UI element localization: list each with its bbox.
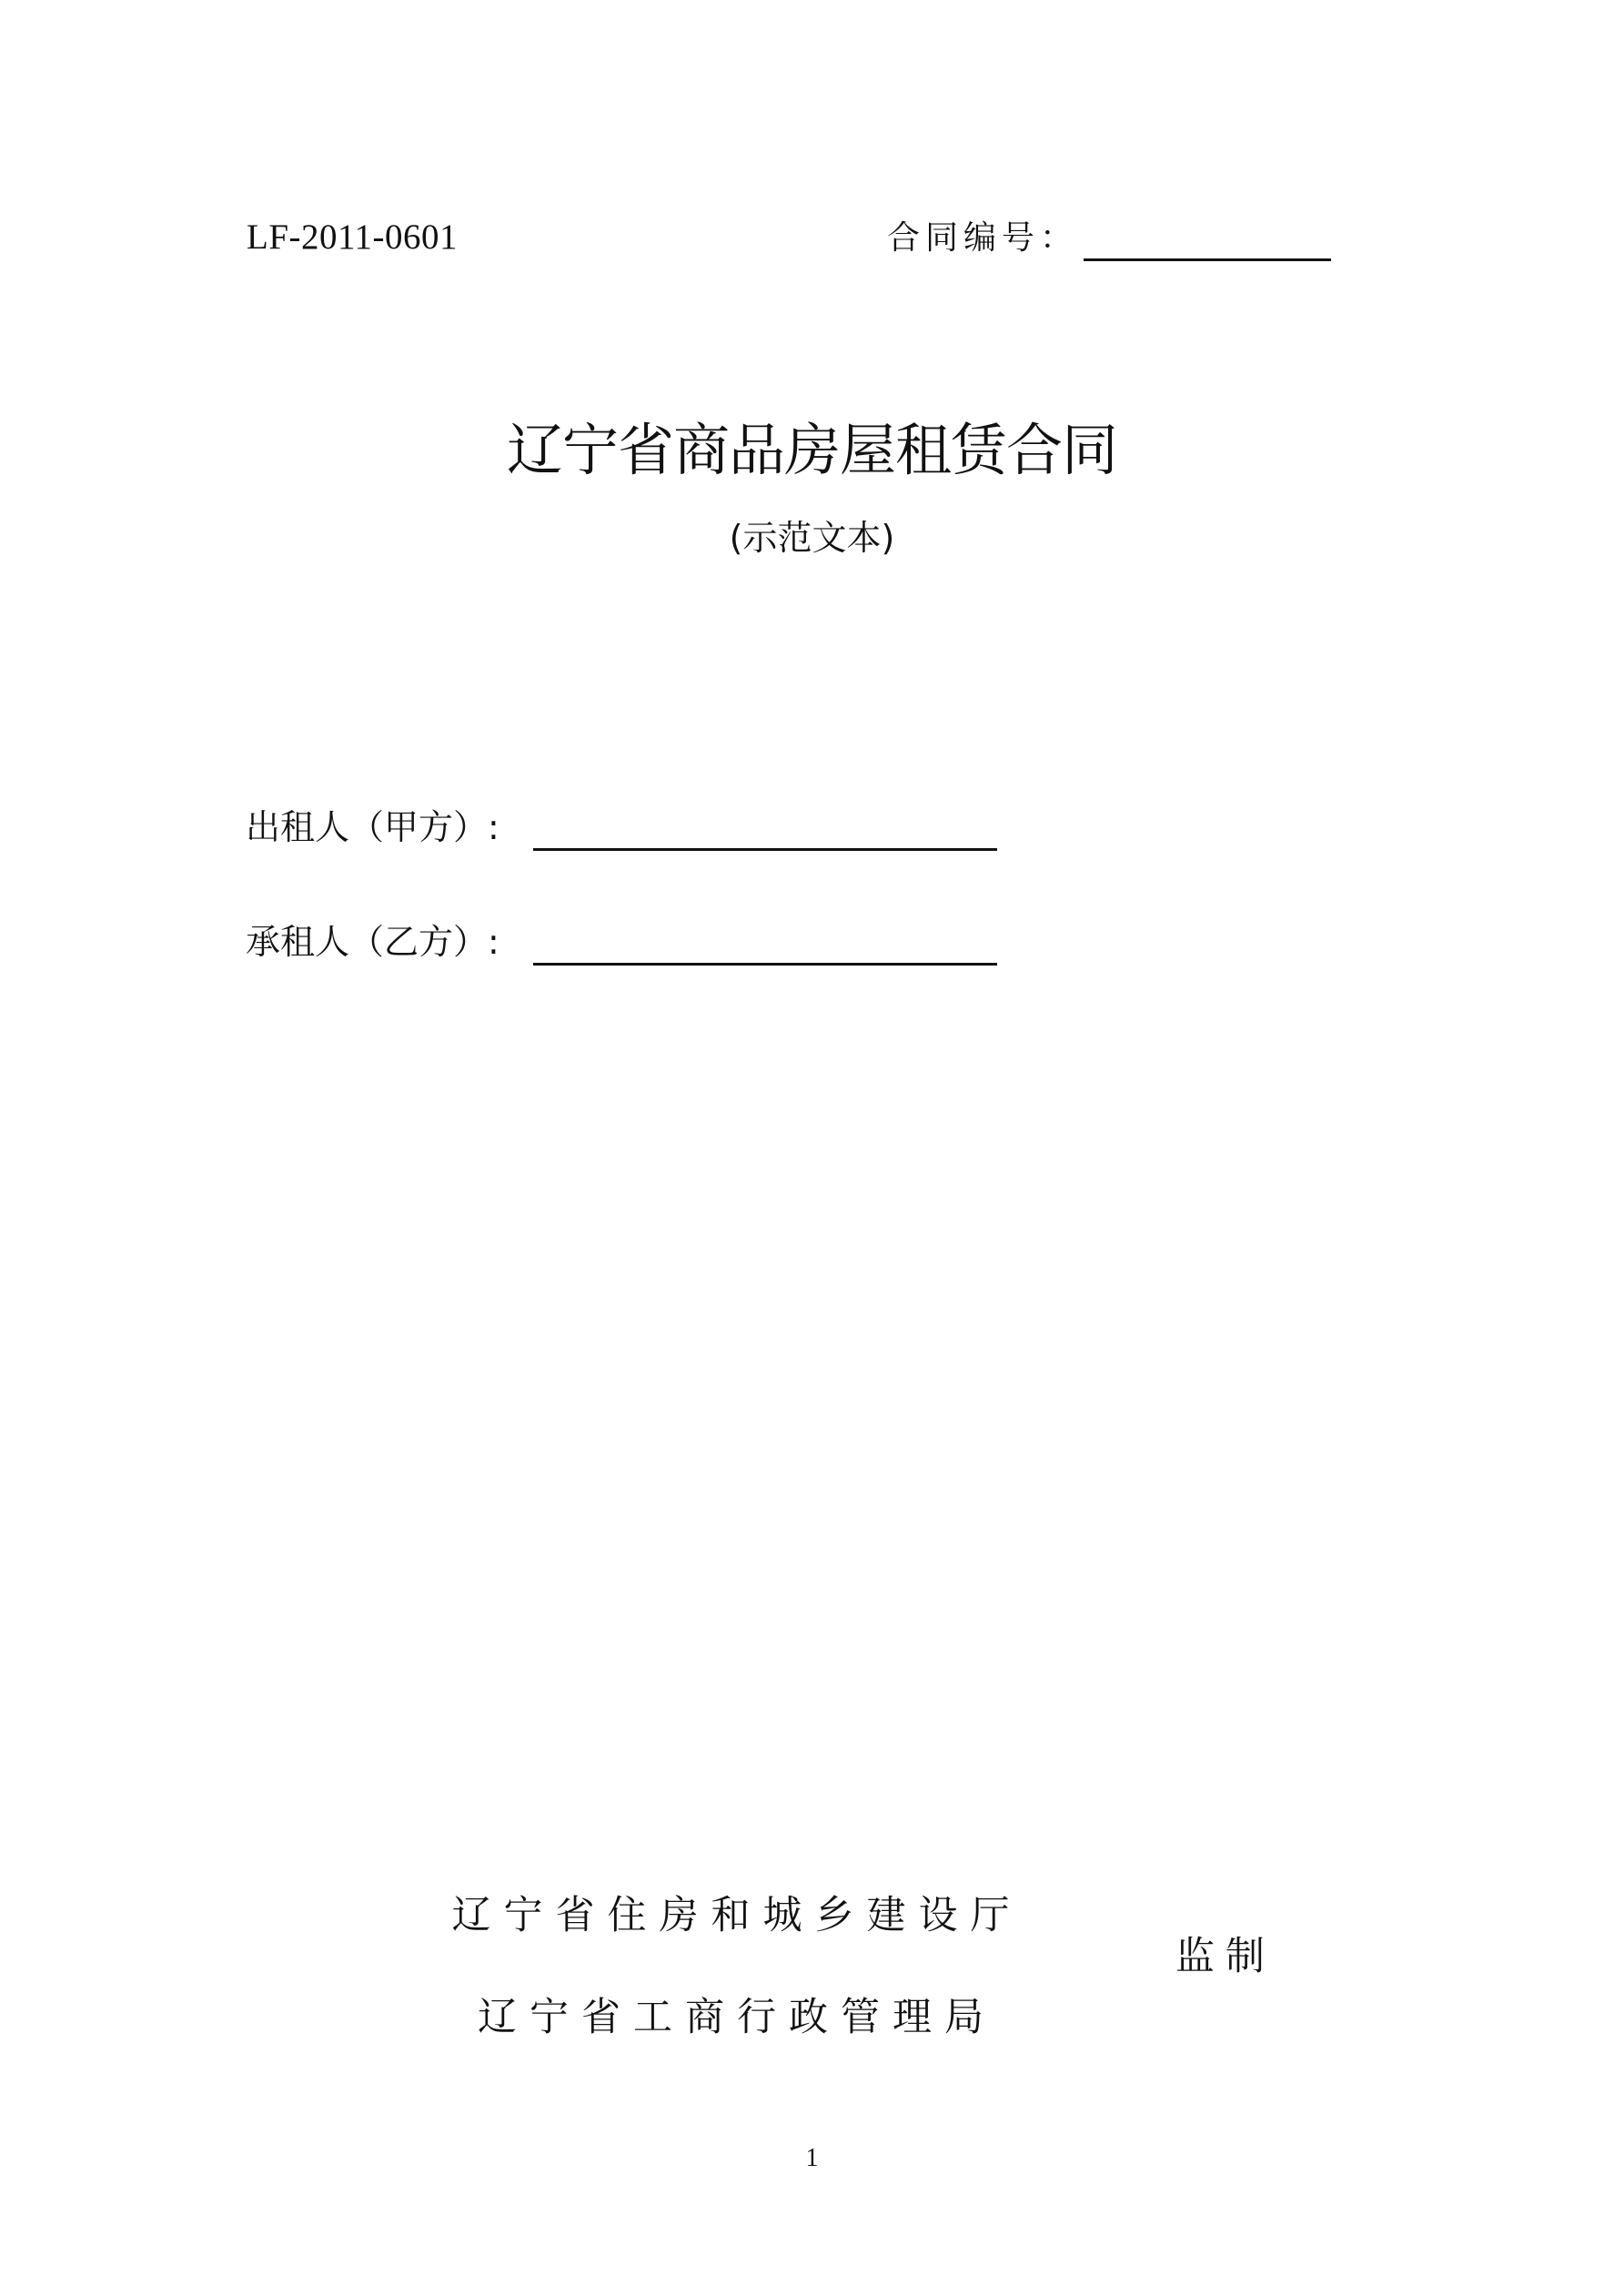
contract-number	[887, 215, 1331, 261]
issuing-authorities	[419, 1884, 1055, 2049]
issuer-commerce-bureau: 辽宁省工商行政管理局	[478, 1995, 996, 2040]
lessor-row	[246, 801, 997, 853]
document-title: 辽宁省商品房屋租赁合同	[506, 417, 1117, 483]
document-subtitle: (示范文本)	[729, 518, 895, 558]
form-code: LF-2011-0601	[247, 217, 459, 257]
lessee-blank	[533, 915, 997, 966]
supervise-label: 监制	[1175, 1934, 1276, 1979]
issuer-housing-department: 辽宁省住房和城乡建设厅	[451, 1893, 1023, 1938]
lessee-row	[246, 915, 997, 967]
contract-number-blank	[1084, 215, 1331, 261]
lessee-label: 承租人（乙方）:	[246, 922, 499, 962]
lessor-blank	[533, 801, 997, 851]
lessor-label: 出租人（甲方）:	[246, 807, 499, 847]
page-number: 1	[805, 2144, 819, 2172]
contract-number-label: 合同编号：	[887, 218, 1079, 257]
